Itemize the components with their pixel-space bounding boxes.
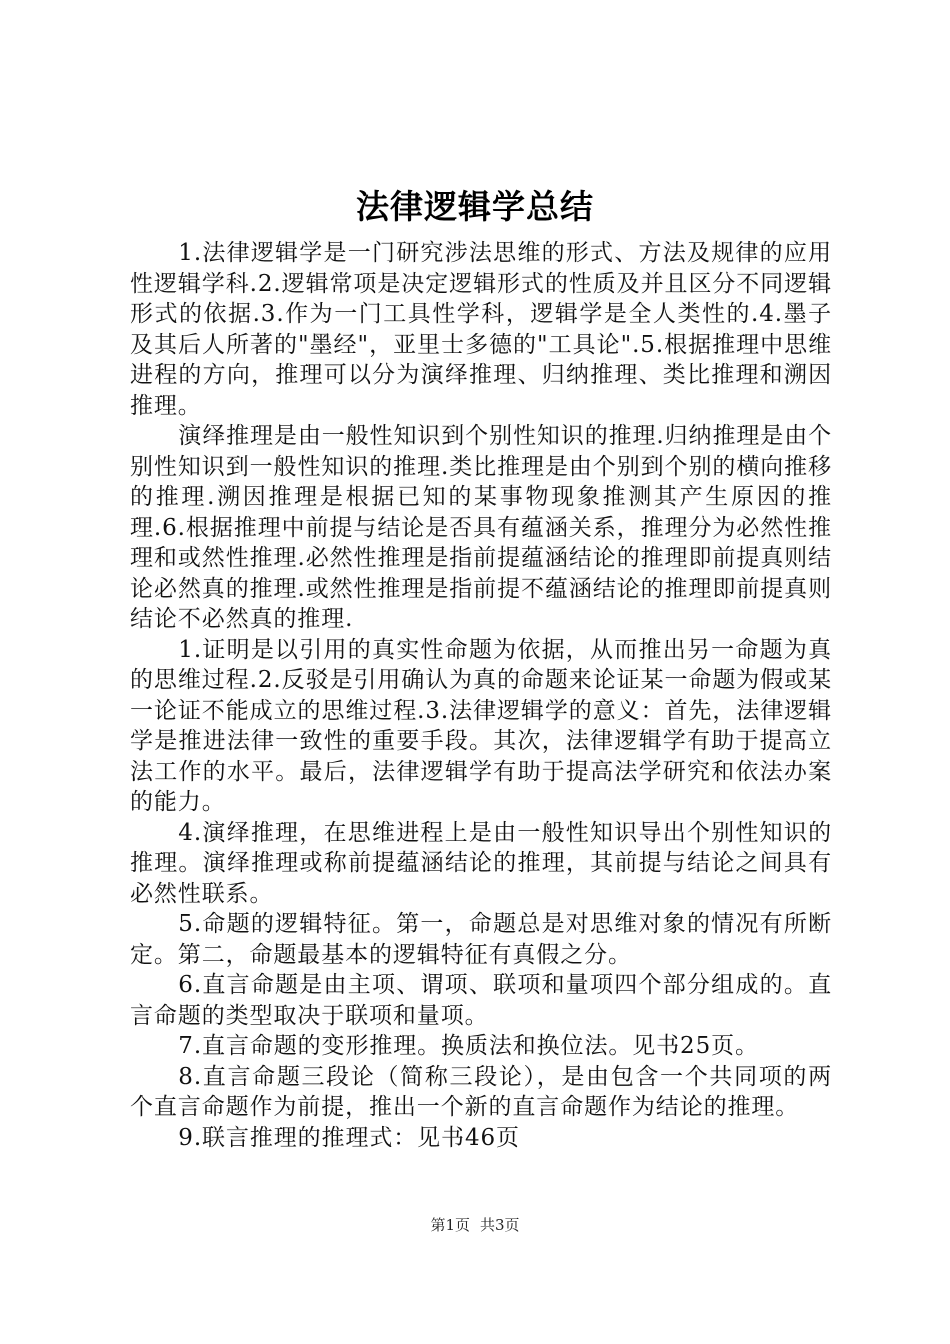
document-title: 法律逻辑学总结 bbox=[356, 187, 594, 226]
paragraph-9: 9.联言推理的推理式：见书46页 bbox=[178, 1124, 520, 1151]
paragraph-4: 4.演绎推理，在思维进程上是由一般性知识导出个别性知识的推理。演绎推理或称前提蕴涵结论的推理，其前提与结论之间具有必然性联系。 bbox=[130, 819, 832, 907]
document-body bbox=[130, 238, 832, 1153]
paragraph-1: 1.法律逻辑学是一门研究涉法思维的形式、方法及规律的应用性逻辑学科.2.逻辑常项是决定逻辑形式的性质及并且区分不同逻辑形式的依据.3.作为一门工具性学科，逻辑学是全人类性的.4.墨子及其后人所著的"墨经"，亚里士多德的"工具论".5.根据推理中思维进程的方向，推理可以分为演绎推理、归纳推理、类比推理和溯因推理。 bbox=[130, 240, 832, 419]
paragraph-2: 演绎推理是由一般性知识到个别性知识的推理.归纳推理是由个别性知识到一般性知识的推理.类比推理是由个别到个别的横向推移的推理.溯因推理是根据已知的某事物现象推测其产生原因的推理.6.根据推理中前提与结论是否具有蕴涵关系，推理分为必然性推理和或然性推理.必然性推理是指前提蕴涵结论的推理即前提真则结论必然真的推理.或然性推理是指前提不蕴涵结论的推理即前提真则结论不必然真的推理. bbox=[130, 423, 832, 632]
page-number: 第1页 bbox=[430, 1216, 470, 1234]
paragraph-8: 8.直言命题三段论（简称三段论），是由包含一个共同项的两个直言命题作为前提，推出一个新的直言命题作为结论的推理。 bbox=[130, 1063, 832, 1120]
page-total: 共3页 bbox=[480, 1216, 520, 1234]
paragraph-7: 7.直言命题的变形推理。换质法和换位法。见书25页。 bbox=[178, 1033, 759, 1059]
paragraph-6: 6.直言命题是由主项、谓项、联项和量项四个部分组成的。直言命题的类型取决于联项和量项。 bbox=[130, 972, 832, 1029]
paragraph-5: 5.命题的逻辑特征。第一，命题总是对思维对象的情况有所断定。第二，命题最基本的逻辑特征有真假之分。 bbox=[130, 911, 832, 968]
paragraph-3: 1.证明是以引用的真实性命题为依据，从而推出另一命题为真的思维过程.2.反驳是引用确认为真的命题来论证某一命题为假或某一论证不能成立的思维过程.3.法律逻辑学的意义：首先，法律逻辑学是推进法律一致性的重要手段。其次，法律逻辑学有助于提高立法工作的水平。最后，法律逻辑学有助于提高法学研究和依法办案的能力。 bbox=[130, 636, 832, 815]
page-footer bbox=[0, 1215, 950, 1235]
